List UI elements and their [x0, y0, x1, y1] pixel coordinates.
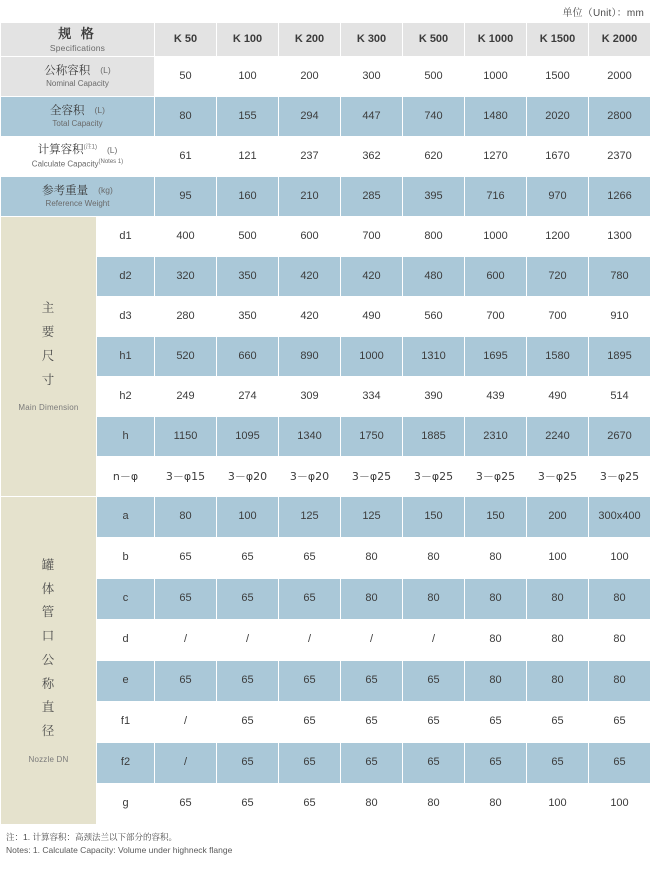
table-cell: 294	[279, 97, 341, 137]
label-total-capacity-unit: (L)	[94, 105, 105, 116]
table-cell: 80	[465, 661, 527, 702]
table-cell: 970	[527, 177, 589, 217]
table-cell: 80	[403, 784, 465, 825]
row-e	[1, 661, 650, 702]
row-label-b: b	[97, 538, 155, 579]
table-cell: 560	[403, 297, 465, 337]
label-nominal-capacity	[1, 57, 155, 97]
table-cell: 65	[217, 743, 279, 784]
table-cell: 80	[465, 538, 527, 579]
label-reference-weight	[1, 177, 155, 217]
row-n-phi	[1, 457, 650, 497]
table-cell: 700	[527, 297, 589, 337]
table-cell: 65	[403, 743, 465, 784]
table-cell: 65	[527, 743, 589, 784]
row-d	[1, 620, 650, 661]
table-cell: 1095	[217, 417, 279, 457]
table-cell: 1266	[589, 177, 650, 217]
row-label-c: c	[97, 579, 155, 620]
table-cell: 780	[589, 257, 650, 297]
table-cell: 100	[589, 784, 650, 825]
row-label-h: h	[97, 417, 155, 457]
label-calculate-capacity-cn: 计算容积	[37, 144, 84, 157]
row-label-n-phi: n－φ	[97, 457, 155, 497]
table-cell: 65	[217, 784, 279, 825]
row-label-a: a	[97, 497, 155, 538]
table-cell: 100	[527, 538, 589, 579]
table-cell: 200	[527, 497, 589, 538]
table-cell: 65	[527, 702, 589, 743]
table-cell: 500	[217, 217, 279, 257]
table-cell: 200	[279, 57, 341, 97]
table-cell: 3－φ25	[527, 457, 589, 497]
table-cell: 300	[341, 57, 403, 97]
table-cell: 100	[217, 497, 279, 538]
table-cell: 362	[341, 137, 403, 177]
table-cell: 910	[589, 297, 650, 337]
table-cell: 160	[217, 177, 279, 217]
side-label-nozzle-dn	[1, 497, 97, 825]
table-cell: 80	[341, 538, 403, 579]
header-spec-cell	[1, 23, 155, 57]
table-cell: 50	[155, 57, 217, 97]
table-cell: 100	[589, 538, 650, 579]
side-label-char: 要	[41, 325, 56, 340]
table-cell: 1000	[465, 217, 527, 257]
table-cell: 1750	[341, 417, 403, 457]
table-cell: 65	[217, 579, 279, 620]
header-model-k2000: K 2000	[589, 23, 650, 57]
table-cell: /	[155, 620, 217, 661]
table-cell: 660	[217, 337, 279, 377]
side-label-char: 管	[41, 605, 56, 620]
table-cell: 80	[465, 620, 527, 661]
table-cell: /	[341, 620, 403, 661]
table-cell: 514	[589, 377, 650, 417]
row-nominal-capacity	[1, 57, 650, 97]
table-cell: 100	[527, 784, 589, 825]
table-cell: 2800	[589, 97, 650, 137]
label-calculate-capacity-en-wrap	[2, 159, 153, 170]
row-reference-weight	[1, 177, 650, 217]
table-cell: 395	[403, 177, 465, 217]
table-cell: 420	[279, 297, 341, 337]
side-label-main-dimension	[1, 217, 97, 497]
table-cell: 890	[279, 337, 341, 377]
row-label-d2: d2	[97, 257, 155, 297]
table-cell: 439	[465, 377, 527, 417]
table-cell: 3－φ20	[279, 457, 341, 497]
table-cell: 320	[155, 257, 217, 297]
table-cell: 150	[465, 497, 527, 538]
table-cell: 2240	[527, 417, 589, 457]
side-label-char: 径	[41, 724, 56, 739]
table-header-row	[1, 23, 650, 57]
table-cell: /	[403, 620, 465, 661]
table-cell: 210	[279, 177, 341, 217]
table-cell: 447	[341, 97, 403, 137]
table-cell: 1150	[155, 417, 217, 457]
side-label-char: 公	[41, 652, 56, 667]
table-cell: 2000	[589, 57, 650, 97]
table-cell: 480	[403, 257, 465, 297]
table-cell: 125	[279, 497, 341, 538]
table-cell: 600	[465, 257, 527, 297]
table-cell: 3－φ25	[589, 457, 650, 497]
table-cell: 3－φ25	[341, 457, 403, 497]
table-cell: 95	[155, 177, 217, 217]
row-d1	[1, 217, 650, 257]
row-label-d: d	[97, 620, 155, 661]
row-label-h1: h1	[97, 337, 155, 377]
table-cell: 65	[279, 702, 341, 743]
table-cell: 80	[589, 620, 650, 661]
table-cell: 274	[217, 377, 279, 417]
table-cell: 700	[341, 217, 403, 257]
side-label-nozzle-dn-en: Nozzle DN	[28, 754, 69, 764]
table-cell: 150	[403, 497, 465, 538]
table-cell: 65	[589, 743, 650, 784]
table-cell: 1670	[527, 137, 589, 177]
table-cell: 334	[341, 377, 403, 417]
table-cell: 1000	[465, 57, 527, 97]
table-cell: 1885	[403, 417, 465, 457]
table-cell: 65	[279, 784, 341, 825]
side-label-char: 尺	[41, 348, 56, 363]
table-cell: 80	[465, 784, 527, 825]
table-cell: 350	[217, 257, 279, 297]
table-cell: 1000	[341, 337, 403, 377]
table-cell: 65	[341, 743, 403, 784]
table-cell: 65	[341, 661, 403, 702]
table-cell: 1300	[589, 217, 650, 257]
side-label-char: 口	[41, 629, 56, 644]
table-cell: 490	[341, 297, 403, 337]
label-nominal-capacity-cn: 公称容积	[44, 64, 91, 77]
table-cell: 800	[403, 217, 465, 257]
table-cell: 620	[403, 137, 465, 177]
table-cell: 390	[403, 377, 465, 417]
header-model-k1500: K 1500	[527, 23, 589, 57]
table-cell: 2020	[527, 97, 589, 137]
label-calculate-capacity-en: Calculate Capacity	[31, 159, 99, 169]
table-cell: 490	[527, 377, 589, 417]
table-cell: 420	[341, 257, 403, 297]
label-reference-weight-en: Reference Weight	[45, 199, 110, 209]
table-cell: 65	[465, 702, 527, 743]
row-d3	[1, 297, 650, 337]
table-cell: 80	[341, 579, 403, 620]
row-label-f2: f2	[97, 743, 155, 784]
table-cell: 2370	[589, 137, 650, 177]
table-cell: 61	[155, 137, 217, 177]
unit-note: 单位（Unit）：mm	[562, 8, 644, 19]
table-cell: 65	[279, 579, 341, 620]
table-cell: 65	[403, 702, 465, 743]
table-cell: 3－φ15	[155, 457, 217, 497]
row-f1	[1, 702, 650, 743]
table-cell: 80	[403, 579, 465, 620]
table-cell: 2670	[589, 417, 650, 457]
table-cell: 65	[465, 743, 527, 784]
table-cell: 3－φ20	[217, 457, 279, 497]
row-calculate-capacity	[1, 137, 650, 177]
table-cell: 65	[155, 661, 217, 702]
row-a	[1, 497, 650, 538]
table-cell: 80	[589, 579, 650, 620]
table-cell: 700	[465, 297, 527, 337]
table-cell: 285	[341, 177, 403, 217]
table-cell: 80	[341, 784, 403, 825]
table-cell: 249	[155, 377, 217, 417]
table-cell: 65	[341, 702, 403, 743]
side-label-main-dimension-en: Main Dimension	[18, 403, 79, 413]
table-cell: 65	[217, 661, 279, 702]
table-cell: 350	[217, 297, 279, 337]
table-cell: 80	[527, 620, 589, 661]
label-calculate-capacity	[1, 137, 155, 177]
table-cell: 155	[217, 97, 279, 137]
table-cell: 720	[527, 257, 589, 297]
table-cell: 125	[341, 497, 403, 538]
specifications-table	[0, 22, 650, 825]
row-d2	[1, 257, 650, 297]
label-reference-weight-unit: (kg)	[98, 185, 113, 196]
label-calculate-capacity-en-note: (Notes 1)	[98, 159, 124, 166]
table-cell: 740	[403, 97, 465, 137]
row-b	[1, 538, 650, 579]
label-calculate-capacity-unit: (L)	[106, 145, 118, 156]
table-cell: 65	[279, 661, 341, 702]
table-cell: 1580	[527, 337, 589, 377]
side-label-char: 直	[41, 700, 56, 715]
table-cell: /	[155, 743, 217, 784]
label-nominal-capacity-en: Nominal Capacity	[46, 79, 109, 89]
table-cell: /	[279, 620, 341, 661]
label-nominal-capacity-unit: (L)	[100, 65, 111, 76]
header-model-k200: K 200	[279, 23, 341, 57]
row-h1	[1, 337, 650, 377]
table-cell: 65	[279, 743, 341, 784]
table-cell: 65	[155, 579, 217, 620]
footnotes	[0, 825, 650, 857]
row-h	[1, 417, 650, 457]
table-cell: 1500	[527, 57, 589, 97]
side-label-char: 体	[41, 581, 56, 596]
table-cell: 1270	[465, 137, 527, 177]
row-label-e: e	[97, 661, 155, 702]
table-cell: 420	[279, 257, 341, 297]
table-cell: 1200	[527, 217, 589, 257]
row-label-g: g	[97, 784, 155, 825]
row-label-h2: h2	[97, 377, 155, 417]
label-total-capacity-cn: 全容积	[50, 104, 85, 117]
header-model-k100: K 100	[217, 23, 279, 57]
table-cell: /	[155, 702, 217, 743]
table-cell: 65	[589, 702, 650, 743]
table-cell: 280	[155, 297, 217, 337]
table-cell: 1480	[465, 97, 527, 137]
table-cell: /	[217, 620, 279, 661]
table-cell: 300x400	[589, 497, 650, 538]
table-cell: 100	[217, 57, 279, 97]
label-calculate-capacity-note: (注1)	[83, 144, 97, 151]
table-cell: 520	[155, 337, 217, 377]
row-h2	[1, 377, 650, 417]
table-cell: 80	[527, 661, 589, 702]
row-total-capacity	[1, 97, 650, 137]
header-model-k50: K 50	[155, 23, 217, 57]
table-cell: 500	[403, 57, 465, 97]
header-model-k300: K 300	[341, 23, 403, 57]
table-cell: 121	[217, 137, 279, 177]
label-reference-weight-cn: 参考重量	[42, 184, 89, 197]
table-cell: 600	[279, 217, 341, 257]
header-model-k1000: K 1000	[465, 23, 527, 57]
footnote-en: Notes: 1. Calculate Capacity: Volume under highneck flange	[6, 844, 233, 855]
label-total-capacity	[1, 97, 155, 137]
side-label-char: 罐	[41, 557, 56, 572]
row-g	[1, 784, 650, 825]
side-label-char: 主	[41, 301, 56, 316]
row-label-d3: d3	[97, 297, 155, 337]
table-cell: 80	[155, 497, 217, 538]
table-cell: 309	[279, 377, 341, 417]
table-cell: 1695	[465, 337, 527, 377]
table-cell: 3－φ25	[403, 457, 465, 497]
table-cell: 80	[465, 579, 527, 620]
row-f2	[1, 743, 650, 784]
header-model-k500: K 500	[403, 23, 465, 57]
table-cell: 2310	[465, 417, 527, 457]
table-cell: 80	[527, 579, 589, 620]
table-cell: 65	[217, 538, 279, 579]
label-total-capacity-en: Total Capacity	[52, 119, 103, 129]
table-cell: 65	[155, 784, 217, 825]
table-cell: 237	[279, 137, 341, 177]
row-label-f1: f1	[97, 702, 155, 743]
table-cell: 1310	[403, 337, 465, 377]
table-cell: 716	[465, 177, 527, 217]
table-cell: 65	[217, 702, 279, 743]
table-cell: 65	[279, 538, 341, 579]
footnote-cn: 注：1. 计算容积：高颈法兰以下部分的容积。	[6, 832, 177, 842]
table-cell: 3－φ25	[465, 457, 527, 497]
header-spec-cn: 规 格	[58, 25, 97, 41]
row-label-d1: d1	[97, 217, 155, 257]
table-cell: 1340	[279, 417, 341, 457]
table-cell: 80	[403, 538, 465, 579]
side-label-char: 寸	[41, 372, 56, 387]
side-label-char: 称	[41, 676, 56, 691]
table-cell: 400	[155, 217, 217, 257]
table-cell: 80	[589, 661, 650, 702]
table-cell: 1895	[589, 337, 650, 377]
table-cell: 65	[155, 538, 217, 579]
row-c	[1, 579, 650, 620]
table-cell: 65	[403, 661, 465, 702]
table-cell: 80	[155, 97, 217, 137]
header-spec-en: Specifications	[49, 42, 106, 53]
